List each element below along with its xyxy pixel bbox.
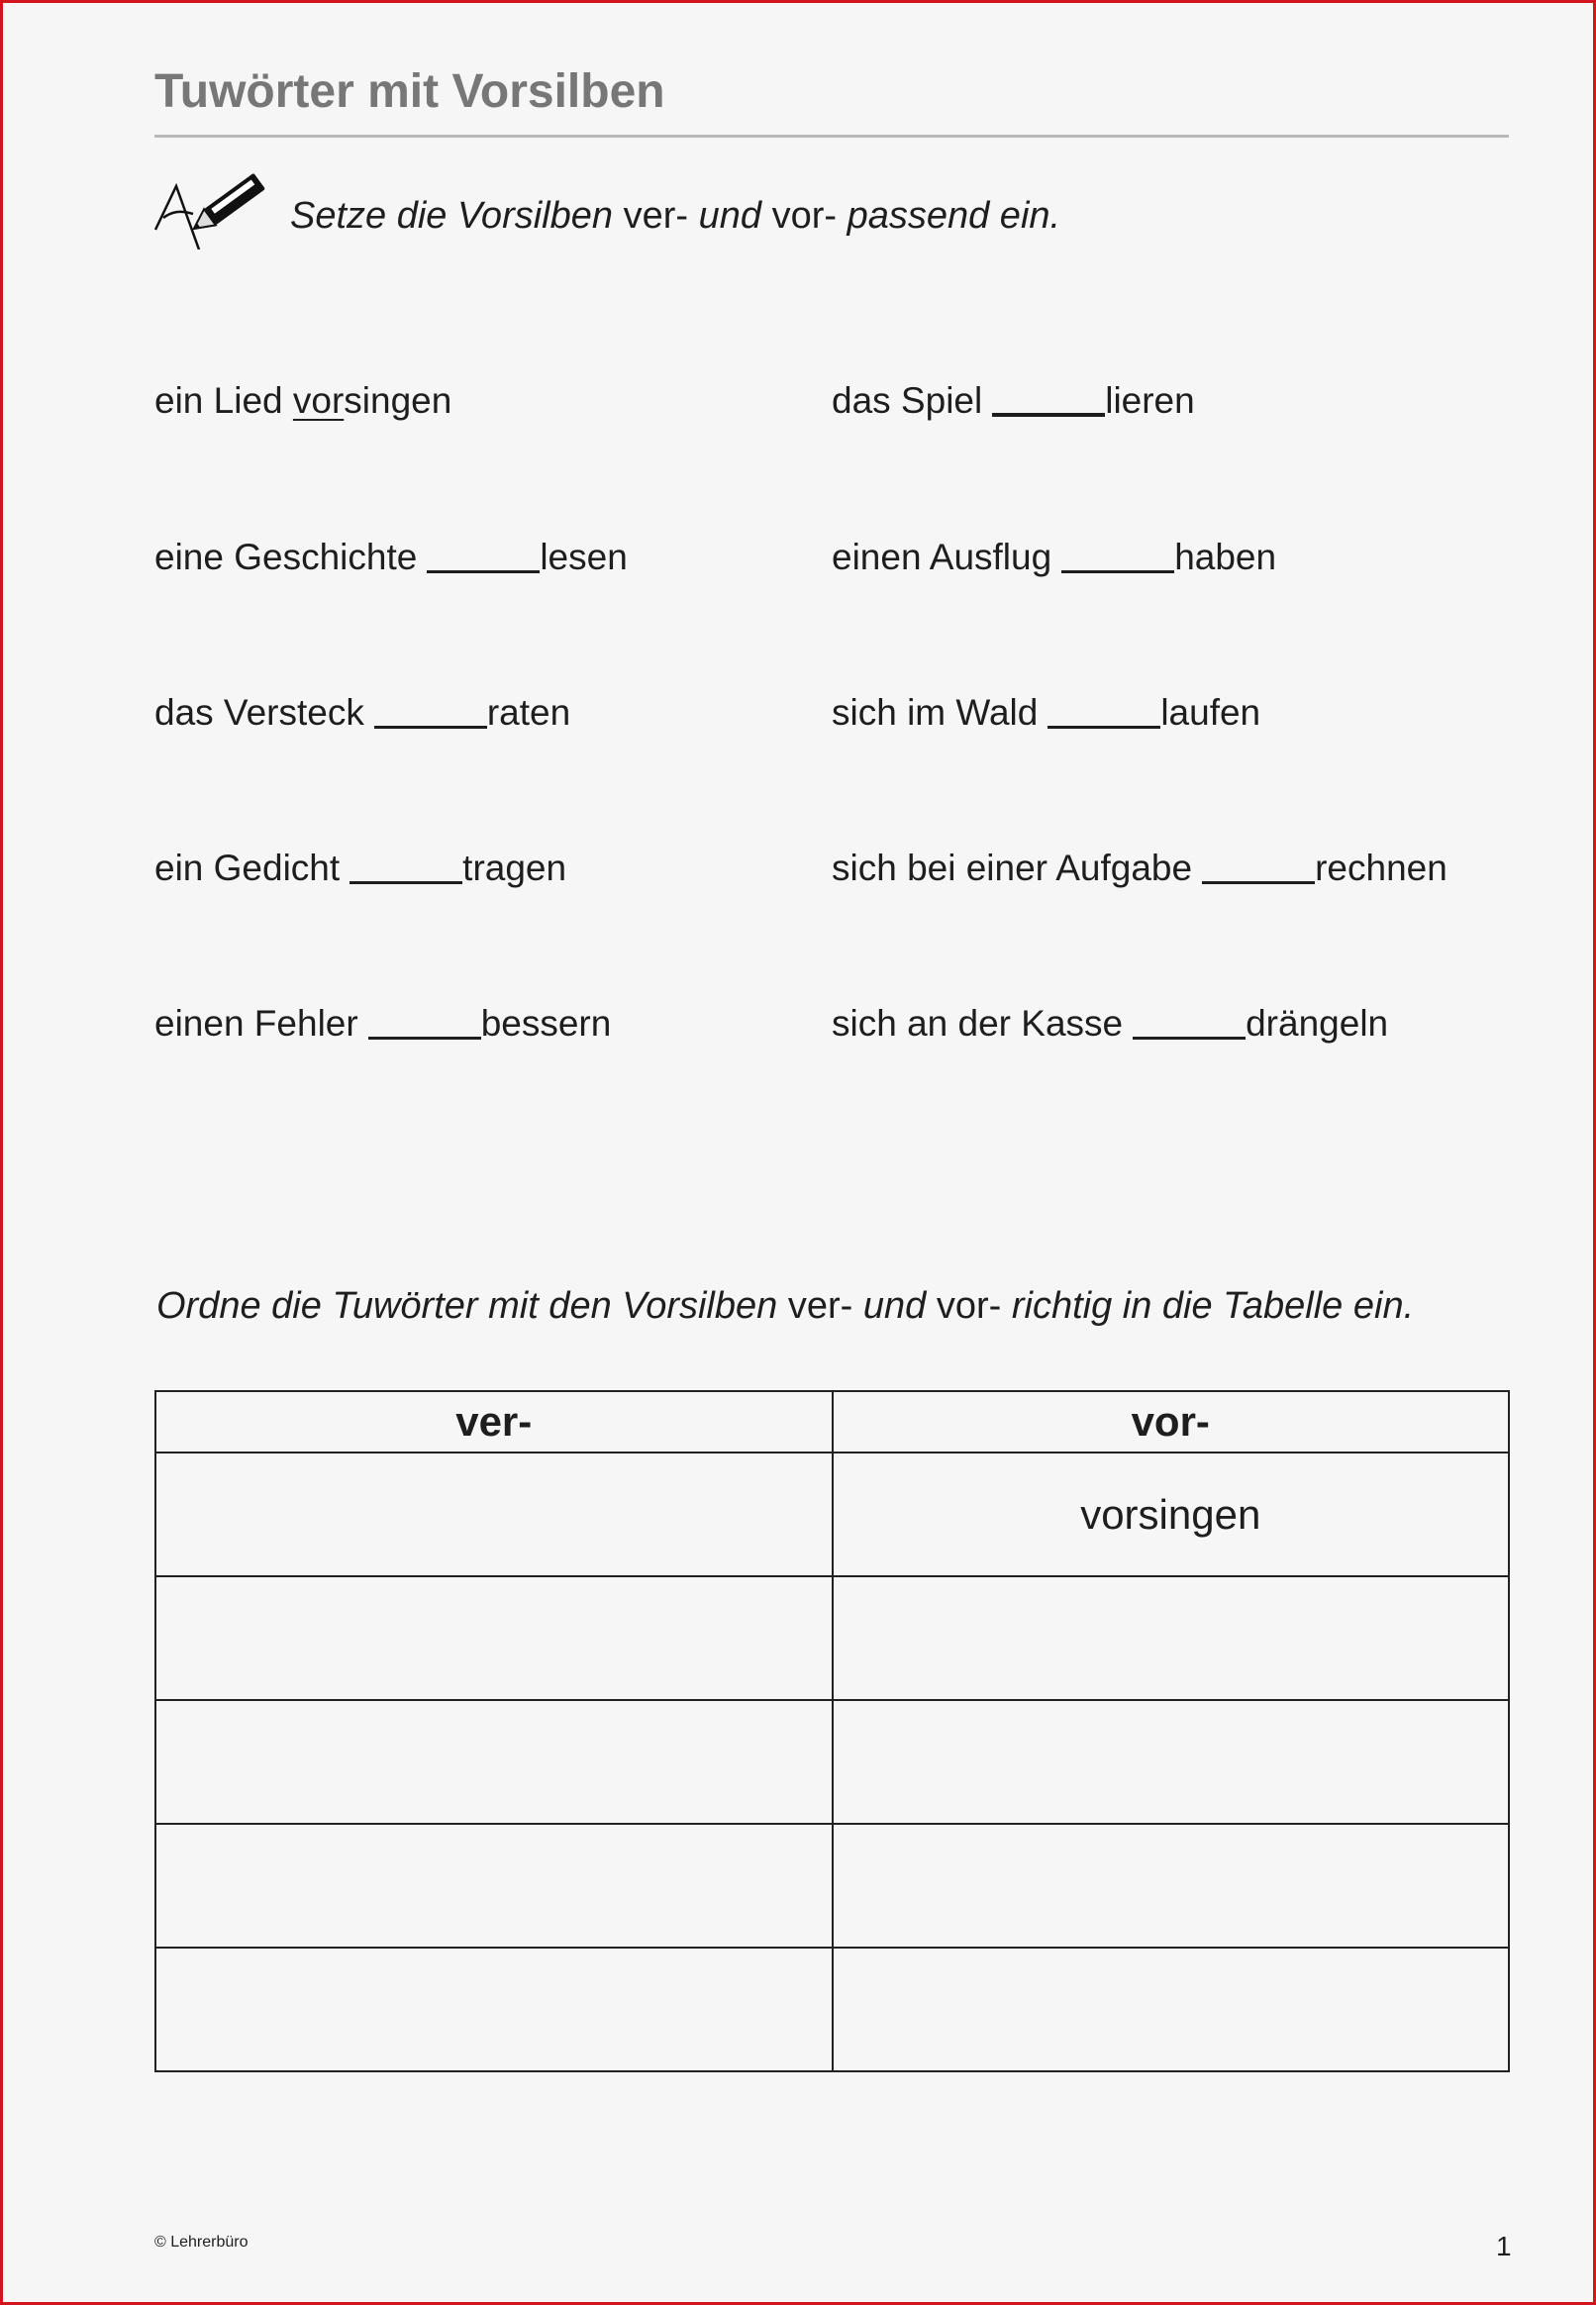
answer-blank[interactable]	[1202, 881, 1315, 884]
table-cell[interactable]: vorsingen	[833, 1453, 1510, 1576]
answer-blank[interactable]	[368, 1037, 481, 1040]
table-cell[interactable]	[833, 1948, 1510, 2071]
exercise-item: das Versteck raten	[154, 692, 571, 733]
table-cell[interactable]	[155, 1453, 833, 1576]
exercise-item: sich bei einer Aufgabe rechnen	[832, 848, 1447, 888]
table-row	[155, 1576, 1509, 1700]
page-number: 1	[1496, 2231, 1512, 2261]
exercise-item: das Spiel lieren	[832, 380, 1195, 421]
exercise-item: sich im Wald laufen	[832, 692, 1261, 733]
instruction-task-1: Setze die Vorsilben ver- und vor- passend ein.	[290, 195, 1061, 237]
table-row	[155, 1948, 1509, 2071]
table-cell[interactable]	[833, 1700, 1510, 1824]
table-cell[interactable]	[833, 1576, 1510, 1700]
exercise-item: sich an der Kasse drängeln	[832, 1003, 1389, 1044]
table-cell[interactable]	[155, 1576, 833, 1700]
table-cell[interactable]	[155, 1948, 833, 2071]
answer-blank[interactable]	[1061, 570, 1174, 573]
exercise-item: eine Geschichte lesen	[154, 537, 628, 577]
column-header-ver: ver-	[155, 1391, 833, 1453]
answer-blank[interactable]	[1133, 1037, 1246, 1040]
exercise-item: einen Fehler bessern	[154, 1003, 612, 1044]
column-header-vor: vor-	[833, 1391, 1510, 1453]
table-cell[interactable]	[833, 1824, 1510, 1948]
answer-blank[interactable]	[349, 881, 462, 884]
answer-blank[interactable]	[374, 726, 487, 729]
title-divider	[154, 135, 1509, 138]
answer-blank[interactable]	[1047, 726, 1160, 729]
exercise-item: einen Ausflug haben	[832, 537, 1277, 577]
table-cell[interactable]	[155, 1824, 833, 1948]
exercise-item: ein Gedicht tragen	[154, 848, 567, 888]
pencil-writing-icon	[153, 166, 276, 250]
answer-blank[interactable]	[992, 413, 1105, 417]
sorting-table	[154, 1390, 1510, 2072]
table-row	[155, 1824, 1509, 1948]
answer-blank[interactable]	[427, 570, 540, 573]
table-row	[155, 1453, 1509, 1576]
instruction-task-2: Ordne die Tuwörter mit den Vorsilben ver- und vor- richtig in die Tabelle ein.	[156, 1285, 1415, 1327]
table-cell[interactable]	[155, 1700, 833, 1824]
copyright-notice: © Lehrerbüro	[154, 2234, 249, 2251]
table-row	[155, 1700, 1509, 1824]
page-title: Tuwörter mit Vorsilben	[154, 65, 665, 118]
exercise-item-example: ein Lied vorsingen	[154, 380, 452, 421]
example-answer: vor	[292, 380, 345, 421]
table-header-row	[155, 1391, 1509, 1453]
